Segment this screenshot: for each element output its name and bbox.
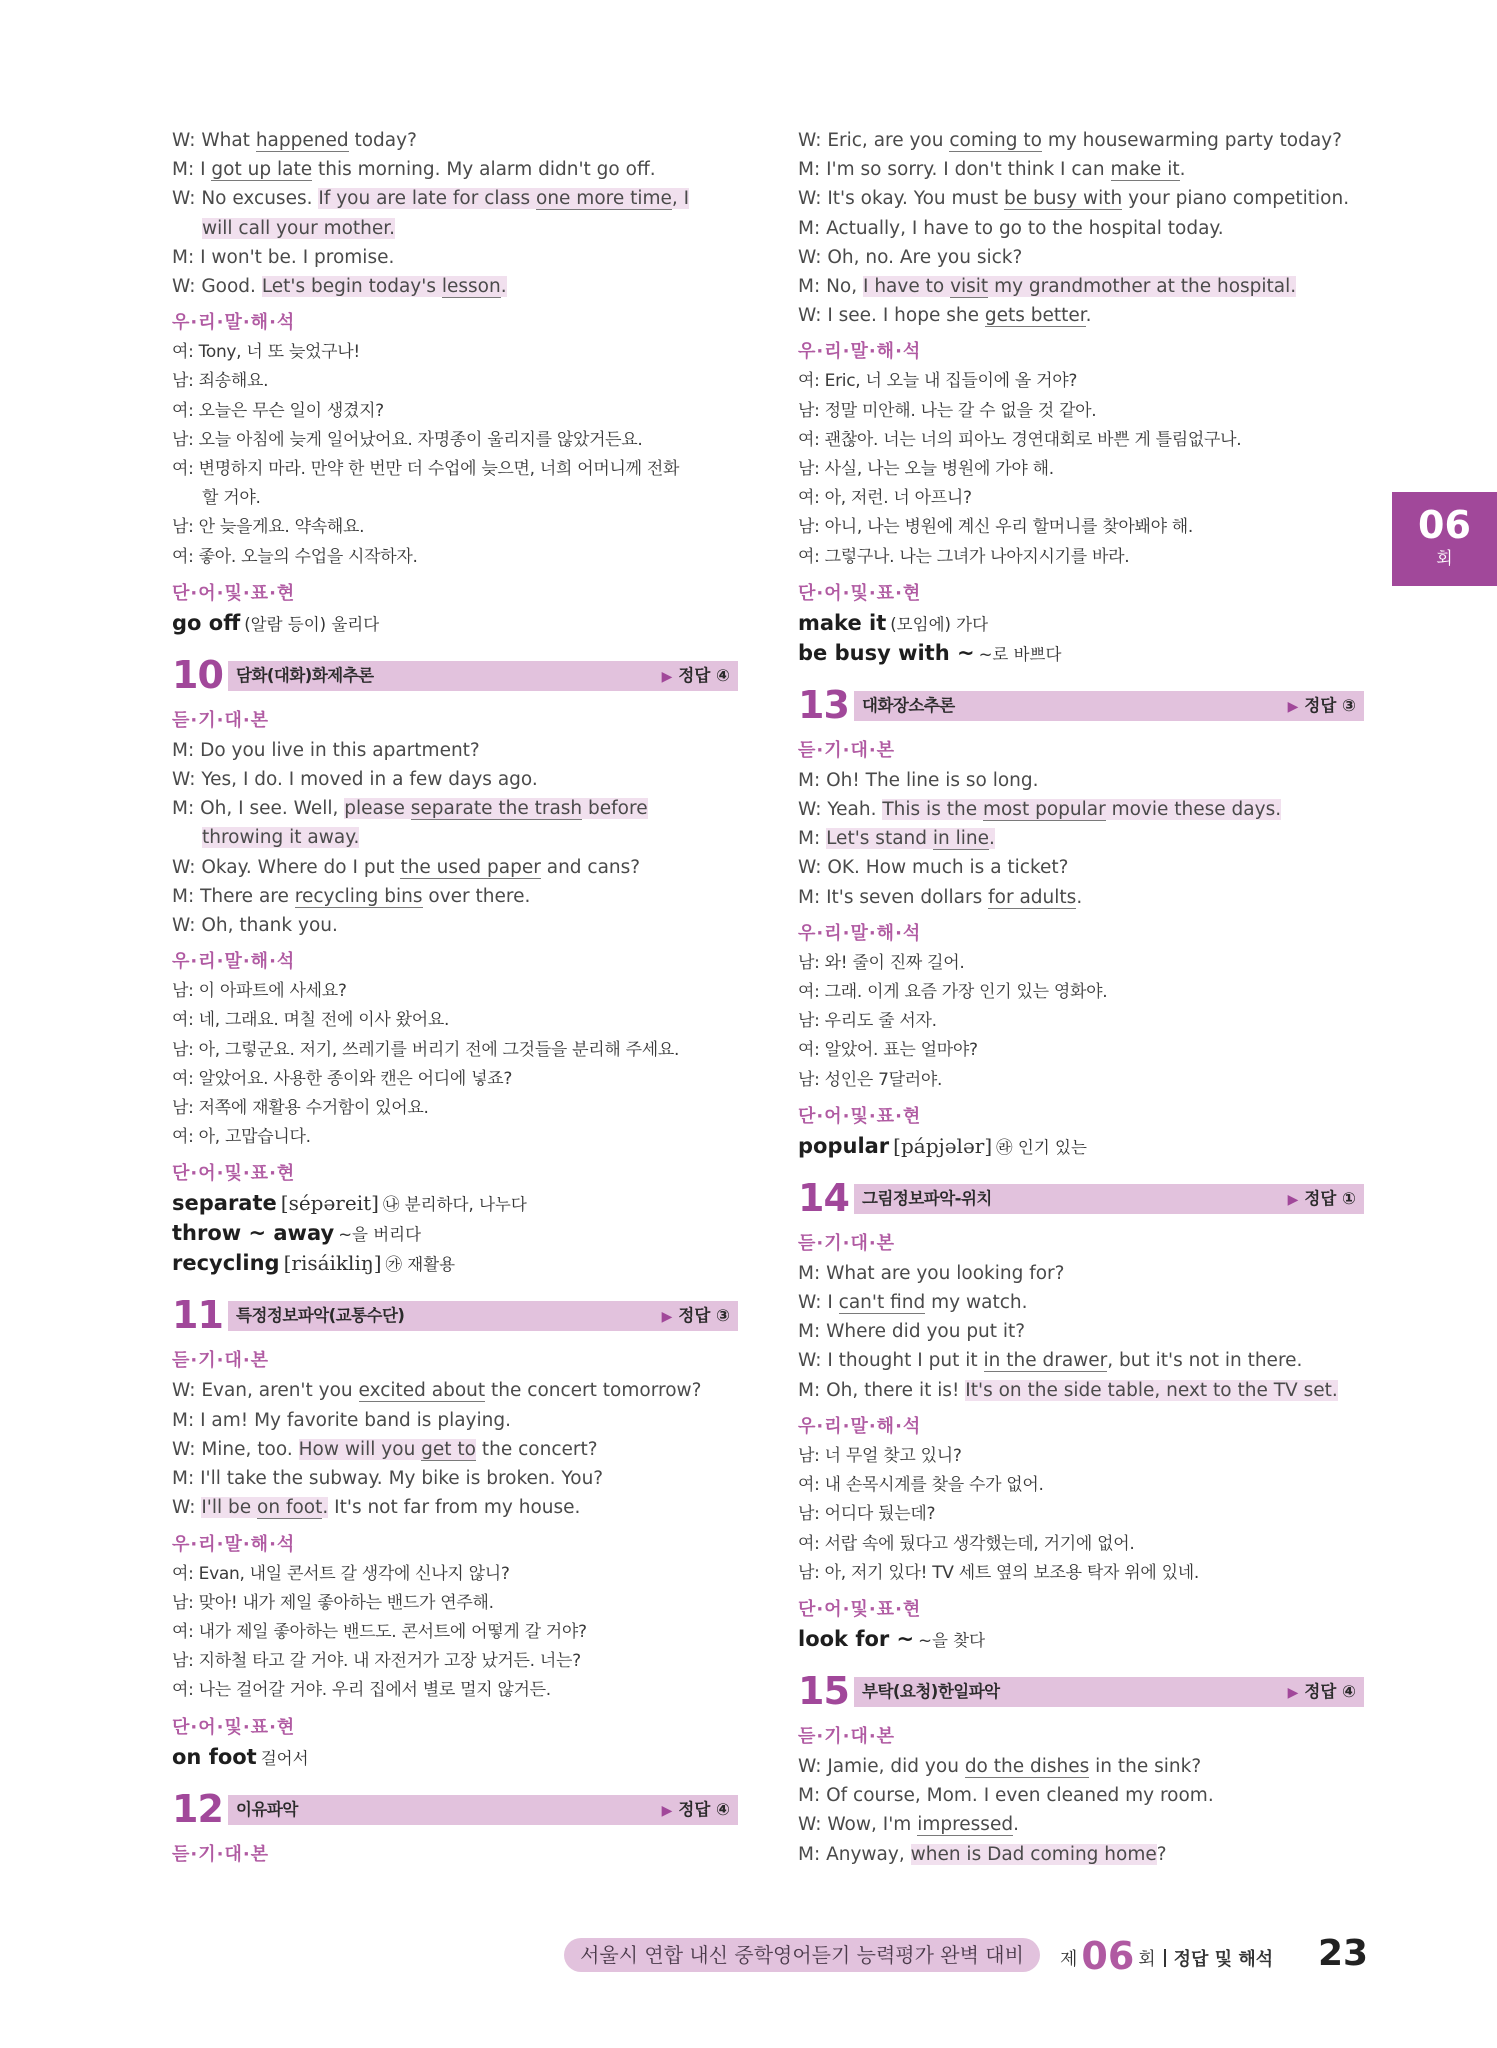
play-triangle-icon: ▶ bbox=[1287, 1684, 1299, 1701]
section-label: 우·리·말·해·석 bbox=[172, 951, 296, 973]
dialog-line: W: Oh, thank you. bbox=[172, 915, 338, 937]
section-label: 듣·기·대·본 bbox=[172, 709, 270, 731]
answer-label bbox=[662, 1795, 730, 1826]
vocab-word: recycling bbox=[172, 1251, 280, 1276]
translation-line: 할 거야. bbox=[202, 488, 261, 509]
section-label: 단·어·및·표·현 bbox=[798, 1598, 922, 1620]
section-label: 우·리·말·해·석 bbox=[798, 341, 922, 363]
section-label: 듣·기·대·본 bbox=[172, 1843, 270, 1865]
dialog-line: M: There are recycling bins over there. bbox=[172, 885, 531, 907]
vocab-meaning: ~로 바쁘다 bbox=[978, 644, 1062, 664]
question-bar bbox=[854, 691, 1364, 721]
dialog-line: M: Where did you put it? bbox=[798, 1321, 1026, 1343]
vocab-word: look for ~ bbox=[798, 1626, 915, 1651]
vocab-phonetic: [sépəreit] bbox=[280, 1191, 379, 1216]
dialog-line: W: Eric, are you coming to my housewarming party today? bbox=[798, 130, 1342, 151]
translation-line: 남: 와! 줄이 진짜 길어. bbox=[798, 952, 965, 973]
section-label: 단·어·및·표·현 bbox=[798, 1105, 922, 1127]
translation-line: 여: 네, 그래요. 며칠 전에 이사 왔어요. bbox=[172, 1010, 450, 1031]
vocab-q13 bbox=[798, 1132, 1364, 1162]
dialog-line: W: Jamie, did you do the dishes in the sink? bbox=[798, 1755, 1202, 1777]
translation-line: 여: 알았어요. 사용한 종이와 캔은 어디에 넣죠? bbox=[172, 1068, 513, 1089]
dialog-line: W: Good. Let's begin today's lesson. bbox=[172, 276, 507, 298]
question-bar bbox=[228, 1795, 738, 1825]
dialog-line: W: OK. How much is a ticket? bbox=[798, 857, 1069, 879]
answer-text: 정답 ④ bbox=[678, 665, 730, 685]
dialog-q9 bbox=[172, 126, 738, 301]
dialog-line: W: No excuses. If you are late for class one more time, I bbox=[172, 188, 690, 210]
translation-line: 여: 오늘은 무슨 일이 생겼지? bbox=[172, 400, 384, 421]
translation-line: 남: 아, 저기 있다! TV 세트 옆의 보조용 탁자 위에 있네. bbox=[798, 1562, 1199, 1583]
dialog-line: M: I'll take the subway. My bike is broken. You? bbox=[172, 1468, 604, 1490]
answer-text: 정답 ④ bbox=[678, 1799, 730, 1819]
episode-prefix: 제 bbox=[1060, 1949, 1078, 1970]
dialog-line: M: Oh, I see. Well, please separate the trash before bbox=[172, 798, 648, 820]
answer-label bbox=[662, 1301, 730, 1332]
answer-text: 정답 ④ bbox=[1304, 1681, 1356, 1701]
translation-line: 남: 정말 미안해. 나는 갈 수 없을 것 같아. bbox=[798, 400, 1097, 421]
translation-line: 여: 좋아. 오늘의 수업을 시작하자. bbox=[172, 546, 418, 567]
section-label: 우·리·말·해·석 bbox=[172, 312, 296, 334]
section-label: 단·어·및·표·현 bbox=[172, 1163, 296, 1185]
question-header-12 bbox=[172, 1786, 738, 1833]
dialog-line: M: Actually, I have to go to the hospital today. bbox=[798, 217, 1224, 239]
question-topic: 그림정보파악-위치 bbox=[862, 1188, 992, 1208]
question-number: 10 bbox=[172, 652, 223, 697]
dialog-line: W: What happened today? bbox=[172, 130, 417, 151]
side-tab-number: 06 bbox=[1418, 503, 1471, 547]
episode-side-tab bbox=[1392, 492, 1497, 586]
dialog-line: M: Anyway, when is Dad coming home? bbox=[798, 1843, 1167, 1865]
episode-suffix: 회 bbox=[1138, 1949, 1156, 1970]
section-label: 단·어·및·표·현 bbox=[172, 582, 296, 604]
dialog-q15 bbox=[798, 1752, 1364, 1869]
page-number: 23 bbox=[1318, 1933, 1369, 1974]
dialog-line: M: Oh! The line is so long. bbox=[798, 769, 1039, 791]
translation-q9 bbox=[172, 338, 738, 572]
translation-line: 남: 오늘 아침에 늦게 일어났어요. 자명종이 울리지를 않았거든요. bbox=[172, 429, 643, 450]
translation-line: 남: 맞아! 내가 제일 좋아하는 밴드가 연주해. bbox=[172, 1592, 494, 1613]
question-number: 13 bbox=[798, 682, 849, 727]
answer-text: 정답 ① bbox=[1304, 1188, 1356, 1208]
dialog-line: W: It's okay. You must be busy with your piano competition. bbox=[798, 188, 1350, 210]
vocab-phonetic: [pápjələr] bbox=[893, 1133, 993, 1158]
translation-line: 남: 죄송해요. bbox=[172, 371, 269, 392]
vocab-meaning: (알람 등이) 울리다 bbox=[244, 614, 380, 634]
dialog-line: will call your mother. bbox=[202, 217, 396, 239]
dialog-line: M: Of course, Mom. I even cleaned my room. bbox=[798, 1785, 1214, 1807]
answer-label bbox=[1288, 1677, 1356, 1708]
vocab-q12 bbox=[798, 609, 1364, 669]
translation-line: 남: 저쪽에 재활용 수거함이 있어요. bbox=[172, 1098, 429, 1119]
answer-label bbox=[1288, 691, 1356, 722]
play-triangle-icon: ▶ bbox=[1287, 698, 1299, 715]
vocab-entry bbox=[172, 1743, 738, 1773]
question-header-10 bbox=[172, 652, 738, 699]
vocab-entry bbox=[798, 639, 1364, 669]
vocab-entry bbox=[798, 1132, 1364, 1162]
question-number: 15 bbox=[798, 1668, 849, 1713]
vocab-word: go off bbox=[172, 610, 241, 635]
question-bar bbox=[854, 1184, 1364, 1214]
vocab-word: on foot bbox=[172, 1744, 257, 1769]
vocab-meaning: ㉯ 분리하다, 나누다 bbox=[382, 1195, 527, 1215]
vocab-q11 bbox=[172, 1743, 738, 1773]
translation-line: 남: 성인은 7달러야. bbox=[798, 1069, 943, 1090]
vocab-entry bbox=[172, 1219, 738, 1249]
vocab-q9 bbox=[172, 609, 738, 639]
vocab-meaning: (모임에) 가다 bbox=[890, 614, 989, 634]
book-title: 서울시 연합 내신 중학영어듣기 능력평가 완벽 대비 bbox=[564, 1938, 1040, 1972]
vocab-meaning: 걸어서 bbox=[260, 1748, 309, 1768]
section-label: 듣·기·대·본 bbox=[172, 1350, 270, 1372]
translation-line: 여: 괜찮아. 너는 너의 피아노 경연대회로 바쁜 게 틀림없구나. bbox=[798, 429, 1242, 450]
section-label: 단·어·및·표·현 bbox=[172, 1716, 296, 1738]
dialog-line: W: Wow, I'm impressed. bbox=[798, 1814, 1019, 1836]
dialog-line: W: Okay. Where do I put the used paper and cans? bbox=[172, 856, 641, 878]
dialog-line: W: Oh, no. Are you sick? bbox=[798, 246, 1023, 268]
translation-line: 남: 어디다 뒀는데? bbox=[798, 1504, 936, 1525]
question-number: 11 bbox=[172, 1293, 223, 1338]
dialog-line: W: Yeah. This is the most popular movie these days. bbox=[798, 799, 1282, 821]
translation-line: 여: 아, 고맙습니다. bbox=[172, 1127, 311, 1148]
page-footer bbox=[0, 1930, 1497, 1980]
vocab-meaning: ㉮ 재활용 bbox=[385, 1255, 456, 1275]
translation-line: 여: 내 손목시계를 찾을 수가 없어. bbox=[798, 1475, 1044, 1496]
vocab-q14 bbox=[798, 1625, 1364, 1655]
section-label: 우·리·말·해·석 bbox=[172, 1533, 296, 1555]
answer-text: 정답 ③ bbox=[678, 1306, 730, 1326]
dialog-line: M: Oh, there it is! It's on the side table, next to the TV set. bbox=[798, 1379, 1338, 1401]
answer-label bbox=[662, 661, 730, 692]
dialog-line: M: It's seven dollars for adults. bbox=[798, 886, 1083, 908]
dialog-line: M: I'm so sorry. I don't think I can make it. bbox=[798, 159, 1186, 181]
question-bar bbox=[854, 1677, 1364, 1707]
right-column bbox=[798, 126, 1364, 1869]
vocab-phonetic: [risáikliŋ] bbox=[283, 1251, 382, 1276]
dialog-line: M: What are you looking for? bbox=[798, 1262, 1065, 1284]
dialog-line: W: Mine, too. How will you get to the concert? bbox=[172, 1438, 598, 1460]
vocab-word: separate bbox=[172, 1191, 277, 1216]
section-title: 정답 및 해석 bbox=[1173, 1949, 1274, 1970]
translation-line: 여: 변명하지 마라. 만약 한 번만 더 수업에 늦으면, 너희 어머니께 전화 bbox=[172, 459, 680, 480]
dialog-line: M: Let's stand in line. bbox=[798, 828, 995, 850]
translation-line: 남: 너 무얼 찾고 있니? bbox=[798, 1445, 962, 1466]
dialog-q10 bbox=[172, 736, 738, 940]
translation-q13 bbox=[798, 949, 1364, 1095]
translation-line: 여: 그렇구나. 나는 그녀가 나아지시기를 바라. bbox=[798, 546, 1130, 567]
section-label: 듣·기·대·본 bbox=[798, 1232, 896, 1254]
section-label: 단·어·및·표·현 bbox=[798, 582, 922, 604]
dialog-line: W: I see. I hope she gets better. bbox=[798, 305, 1092, 327]
vocab-entry bbox=[798, 609, 1364, 639]
translation-line: 남: 지하철 타고 갈 거야. 내 자전거가 고장 났거든. 너는? bbox=[172, 1651, 581, 1672]
translation-line: 여: 알았어. 표는 얼마야? bbox=[798, 1040, 978, 1061]
divider bbox=[1164, 1949, 1166, 1967]
translation-line: 남: 아, 그렇군요. 저기, 쓰레기를 버리기 전에 그것들을 분리해 주세요. bbox=[172, 1039, 680, 1060]
play-triangle-icon: ▶ bbox=[1287, 1191, 1299, 1208]
answer-label bbox=[1288, 1184, 1356, 1215]
episode-number: 06 bbox=[1081, 1934, 1135, 1978]
vocab-word: popular bbox=[798, 1133, 890, 1158]
question-topic: 부탁(요청)한일파악 bbox=[862, 1681, 1000, 1701]
translation-line: 여: 내가 제일 좋아하는 밴드도. 콘서트에 어떻게 갈 거야? bbox=[172, 1621, 587, 1642]
question-header-14 bbox=[798, 1175, 1364, 1222]
vocab-meaning: ㉱ 인기 있는 bbox=[996, 1137, 1087, 1157]
play-triangle-icon: ▶ bbox=[661, 668, 673, 685]
translation-q10 bbox=[172, 977, 738, 1152]
dialog-q11 bbox=[172, 1376, 738, 1522]
dialog-q13 bbox=[798, 766, 1364, 912]
question-header-11 bbox=[172, 1295, 738, 1339]
section-label: 듣·기·대·본 bbox=[798, 1725, 896, 1747]
vocab-q10 bbox=[172, 1189, 738, 1279]
translation-line: 여: 그래. 이게 요즘 가장 인기 있는 영화야. bbox=[798, 982, 1108, 1003]
vocab-entry bbox=[172, 1249, 738, 1279]
dialog-line: W: Evan, aren't you excited about the concert tomorrow? bbox=[172, 1380, 702, 1402]
translation-line: 여: Eric, 너 오늘 내 집들이에 올 거야? bbox=[798, 371, 1078, 392]
section-label: 우·리·말·해·석 bbox=[798, 922, 922, 944]
vocab-word: make it bbox=[798, 610, 887, 635]
dialog-line: W: Yes, I do. I moved in a few days ago. bbox=[172, 769, 538, 791]
question-header-15 bbox=[798, 1668, 1364, 1715]
vocab-meaning: ~을 찾다 bbox=[918, 1630, 986, 1650]
question-header-13 bbox=[798, 682, 1364, 729]
dialog-line: M: No, I have to visit my grandmother at the hospital. bbox=[798, 276, 1297, 298]
answer-text: 정답 ③ bbox=[1304, 695, 1356, 715]
dialog-line: W: I'll be on foot. It's not far from my house. bbox=[172, 1497, 581, 1519]
question-topic: 특정정보파악(교통수단) bbox=[236, 1306, 405, 1326]
episode-label bbox=[1060, 1936, 1273, 1980]
translation-line: 여: 서랍 속에 뒀다고 생각했는데, 거기에 없어. bbox=[798, 1533, 1135, 1554]
play-triangle-icon: ▶ bbox=[661, 1309, 673, 1326]
translation-line: 여: 나는 걸어갈 거야. 우리 집에서 별로 멀지 않거든. bbox=[172, 1680, 551, 1701]
translation-line: 남: 안 늦을게요. 약속해요. bbox=[172, 517, 365, 538]
dialog-line: M: I got up late this morning. My alarm didn't go off. bbox=[172, 159, 656, 181]
dialog-line: M: Do you live in this apartment? bbox=[172, 739, 480, 761]
question-topic: 담화(대화)화제추론 bbox=[236, 665, 374, 685]
translation-line: 여: 아, 저런. 너 아프니? bbox=[798, 488, 972, 509]
dialog-q12 bbox=[798, 126, 1364, 330]
play-triangle-icon: ▶ bbox=[661, 1802, 673, 1819]
translation-line: 남: 사실, 나는 오늘 병원에 가야 해. bbox=[798, 459, 1054, 480]
section-label: 듣·기·대·본 bbox=[798, 739, 896, 761]
dialog-line: W: I can't find my watch. bbox=[798, 1292, 1028, 1314]
left-column bbox=[172, 126, 738, 1870]
translation-line: 남: 아니, 나는 병원에 계신 우리 할머니를 찾아봬야 해. bbox=[798, 517, 1194, 538]
vocab-entry bbox=[172, 609, 738, 639]
vocab-entry bbox=[798, 1625, 1364, 1655]
vocab-meaning: ~을 버리다 bbox=[338, 1225, 422, 1245]
dialog-q14 bbox=[798, 1259, 1364, 1405]
question-topic: 이유파악 bbox=[236, 1799, 298, 1819]
translation-q11 bbox=[172, 1560, 738, 1706]
translation-line: 남: 우리도 줄 서자. bbox=[798, 1011, 937, 1032]
translation-q14 bbox=[798, 1442, 1364, 1588]
translation-line: 여: Evan, 내일 콘서트 갈 생각에 신나지 않니? bbox=[172, 1563, 510, 1584]
question-number: 12 bbox=[172, 1786, 223, 1831]
question-number: 14 bbox=[798, 1175, 849, 1220]
section-label: 우·리·말·해·석 bbox=[798, 1415, 922, 1437]
vocab-word: be busy with ~ bbox=[798, 640, 975, 665]
translation-line: 여: Tony, 너 또 늦었구나! bbox=[172, 342, 360, 363]
dialog-line: W: I thought I put it in the drawer, but it's not in there. bbox=[798, 1350, 1303, 1372]
question-bar bbox=[228, 1301, 738, 1331]
dialog-line: M: I am! My favorite band is playing. bbox=[172, 1409, 511, 1431]
translation-line: 남: 이 아파트에 사세요? bbox=[172, 981, 347, 1002]
dialog-line: throwing it away. bbox=[202, 827, 360, 849]
dialog-line: M: I won't be. I promise. bbox=[172, 246, 395, 268]
translation-q12 bbox=[798, 367, 1364, 571]
vocab-word: throw ~ away bbox=[172, 1221, 335, 1246]
vocab-entry bbox=[172, 1189, 738, 1219]
side-tab-label: 회 bbox=[1436, 549, 1453, 569]
question-bar bbox=[228, 661, 738, 691]
question-topic: 대화장소추론 bbox=[862, 695, 955, 715]
